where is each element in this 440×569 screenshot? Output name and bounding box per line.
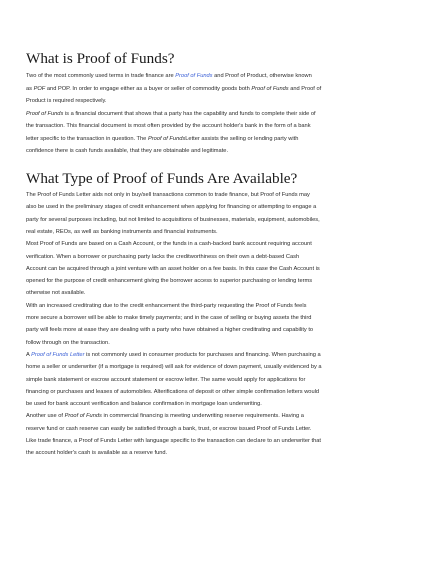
emphasis-text: Proof of Funds <box>26 110 64 117</box>
emphasis-text: POF <box>33 85 46 92</box>
text-run: opened for the purpose of credit enhancement giving the borrower access to superior purchasing or lending terms <box>26 278 313 285</box>
text-line <box>26 192 310 199</box>
text-run: Like trade finance, a Proof of Funds Letter with language specific to the transaction can declare to an underwriter that <box>26 438 321 444</box>
text-run: and Proof of Product, otherwise known <box>212 73 312 79</box>
text-run: Account can be acquired through a joint venture with an asset holder on a fee basis. In this case the Cash Account is <box>26 265 320 272</box>
text-line <box>26 315 311 322</box>
text-line <box>26 254 299 261</box>
emphasis-text: Proof of Funds <box>147 135 186 142</box>
text-line <box>26 111 316 118</box>
text-run: in commercial financing is meeting underwriting reserve requirements. Having a <box>101 413 304 420</box>
text-run: reserve fund or cash reserve can easily be satisfied through a bank, trust, or escrow issued Proof of Funds Letter. <box>26 425 312 432</box>
text-run: also be used in the preliminary stages of credit enhancement when applying for financing or attempting to engage a <box>26 204 317 211</box>
text-run: as <box>26 85 34 92</box>
text-run: With an increased creditrating due to the credit enhancement the third-party requesting the Proof of Funds feels <box>26 302 307 309</box>
text-run: Most Proof of Funds are based on a Cash Account, or the funds in a cash-backed bank account requiring account <box>26 241 312 248</box>
text-run: is not commonly used in consumer products for purchases and financing. When purchasing a <box>84 351 321 358</box>
text-line <box>26 377 305 384</box>
text-line <box>26 438 321 445</box>
text-run: home a seller or underwriter (if a mortgage is required) will ask for evidence of down payment, usually evidenced by a <box>26 364 322 371</box>
text-line <box>26 303 306 310</box>
text-line <box>26 148 228 155</box>
text-line <box>26 426 311 433</box>
text-run: letter specific to the transaction in question. The <box>26 135 148 142</box>
text-run: verification. When a borrower or purchasing party lacks the creditworthiness on their own a debt-based Cash <box>26 253 300 260</box>
text-line <box>26 413 304 420</box>
text-line <box>26 364 322 371</box>
emphasis-text: Proof of Funds <box>64 413 102 420</box>
text-line <box>26 241 312 248</box>
text-line <box>26 450 167 457</box>
text-line <box>26 389 319 396</box>
text-run: real estate, REOs, as well as banking instruments and financial instruments. <box>26 228 218 235</box>
text-run: Another use of <box>26 413 65 420</box>
text-line <box>26 73 312 80</box>
text-line <box>26 278 312 285</box>
text-run: otherwise not available. <box>26 290 86 297</box>
inline-link[interactable]: Proof of Funds Letter <box>31 351 85 358</box>
text-line <box>26 266 320 273</box>
text-run: financing or purchases and leases of automobiles. Alterifications of deposit or other simple confirmation letters would <box>26 388 320 395</box>
text-run: party will feels more at ease they are dealing with a party who have obtained a higher creditrating and capability to <box>26 327 314 334</box>
text-run: simple bank statement or escrow account statement or escrow letter. The same would apply for applications for <box>26 376 306 383</box>
text-run: Letter assists the selling or lending party with <box>185 135 299 142</box>
text-run: follow through on the transaction. <box>26 339 110 346</box>
text-line <box>26 352 321 359</box>
text-run: the account holder's cash is available as a reserve fund. <box>26 450 168 457</box>
text-line <box>26 229 218 236</box>
text-line <box>26 327 313 334</box>
text-run: is a financial document that shows that a party has the capability and funds to complete their side of <box>63 110 316 117</box>
text-run: A <box>26 351 32 358</box>
text-run: Two of the most commonly used terms in trade finance are <box>26 73 176 79</box>
emphasis-text: Proof of Funds <box>251 85 289 92</box>
text-line <box>26 340 110 347</box>
text-run: and POP. In order to engage either as a buyer or seller of commodity goods both <box>45 85 252 92</box>
text-run: The Proof of Funds Letter aids not only in buy/sell transactions common to trade finance, but Proof of Funds may <box>26 192 310 198</box>
text-line <box>26 290 85 297</box>
text-run: Product is required respectively. <box>26 98 107 104</box>
text-line <box>26 204 316 211</box>
text-run: and Proof of <box>288 85 322 92</box>
text-run: be used for bank account verification and balance confirmation in mortgage loan underwriting. <box>26 401 262 408</box>
text-line <box>26 136 298 143</box>
heading-what-is-proof-of-funds: What is Proof of Funds? <box>26 50 175 67</box>
text-line <box>26 86 321 93</box>
inline-link[interactable]: Proof of Funds <box>175 73 213 79</box>
text-run: more secure a borrower will be able to make timely payments; and in the case of selling or buying assets the third <box>26 315 312 321</box>
heading-types-of-proof-of-funds: What Type of Proof of Funds Are Available? <box>26 170 298 187</box>
text-run: confidence there is cash funds available, that they are obtainable and legitimate. <box>26 148 229 154</box>
text-line <box>26 98 107 105</box>
text-run: the transaction. This financial document is most often provided by the account holder's bank in the form of a bank <box>26 123 311 129</box>
text-run: party for several purposes including, but not limited to acquisitions of businesses, materials, equipment, automobiles, <box>26 216 320 223</box>
text-line <box>26 217 320 224</box>
text-line <box>26 123 311 130</box>
text-line <box>26 401 262 408</box>
